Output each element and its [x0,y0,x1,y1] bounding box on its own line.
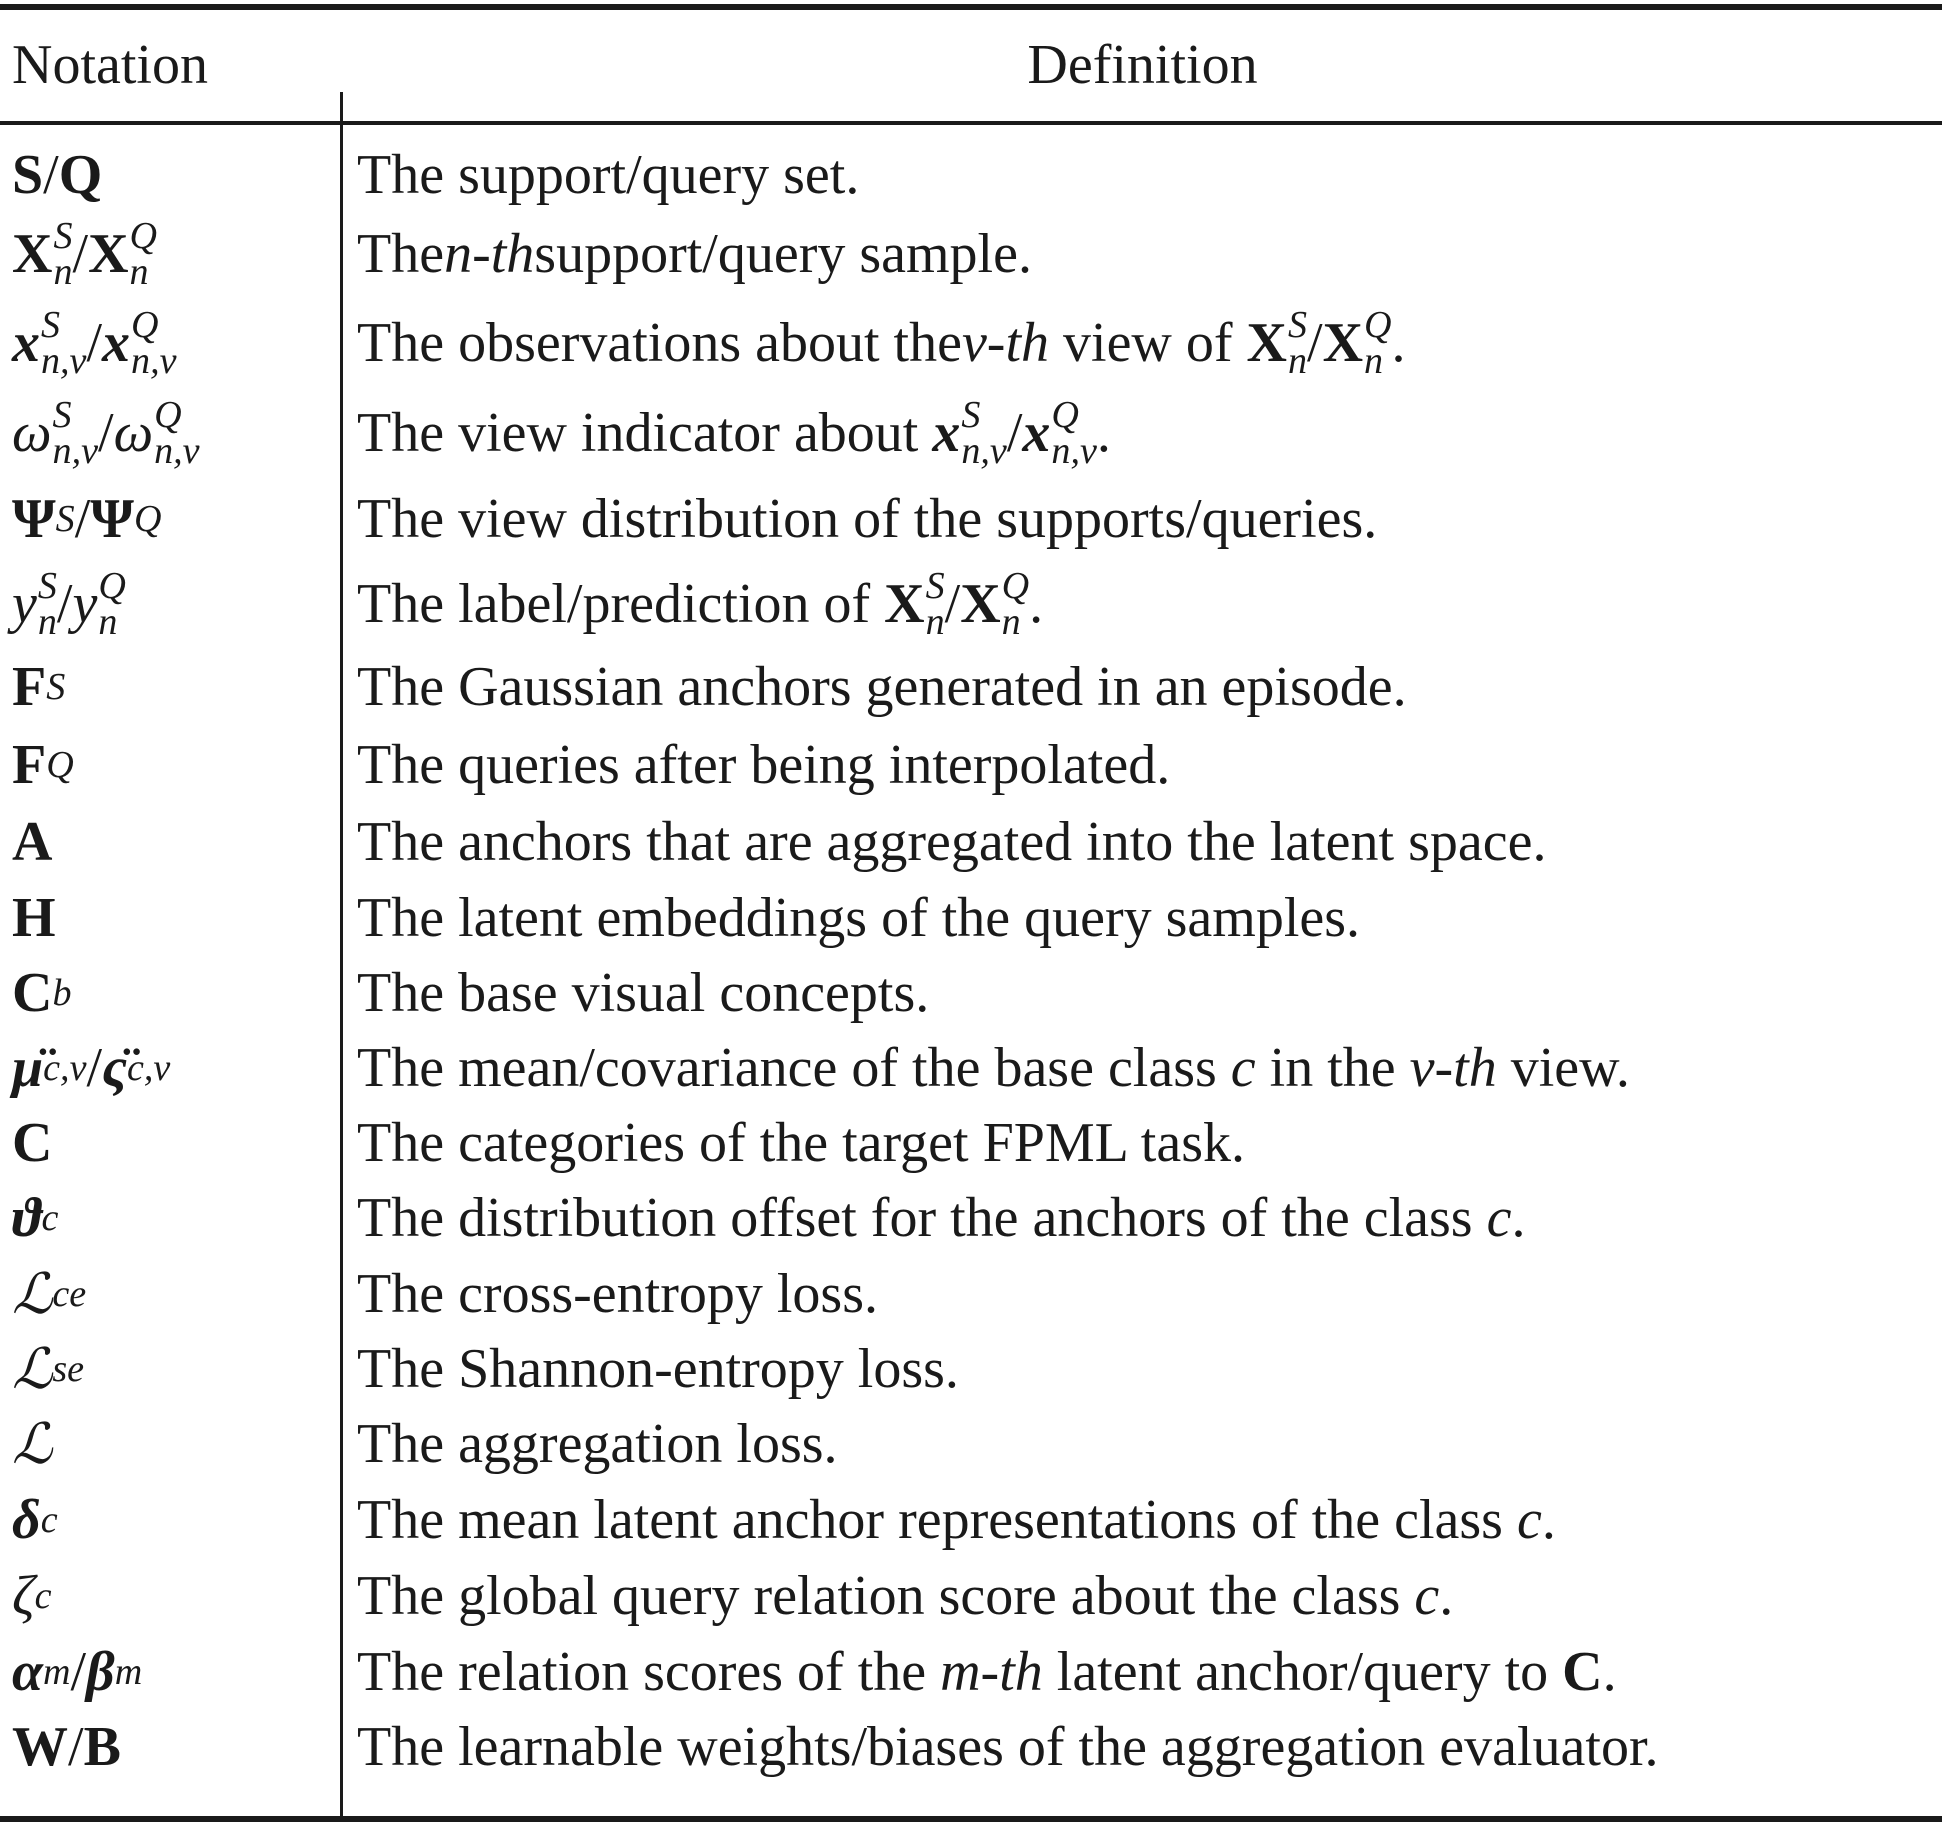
notation-cell: ω S n,v / ω Q n,v [12,393,200,472]
table-row [0,388,1942,478]
table-body [0,140,1942,1784]
definition-cell: The mean/covariance of the base class c in the v-th view. [357,1037,1630,1099]
definition-cell: The anchors that are aggregated into the latent space. [357,811,1547,873]
definition-cell: The label/prediction of X S n / X Q n . [357,564,1044,643]
table-row [0,140,1942,210]
header-rule [0,121,1942,125]
notation-cell: A [12,811,53,873]
header-notation: Notation [12,34,208,96]
table-row [0,1482,1942,1558]
notation-cell: ℒ [12,1411,53,1477]
table-row [0,1710,1942,1784]
definition-cell: The latent embeddings of the query samples. [357,887,1361,949]
notation-cell: ℒ ce [12,1261,87,1327]
notation-cell: δ c [12,1489,58,1551]
notation-cell: y S n / y Q n [12,564,126,643]
definition-cell: The relation scores of the m-th latent anchor/query to C . [357,1641,1617,1703]
table-row [0,1332,1942,1406]
definition-cell: The aggregation loss. [357,1413,838,1475]
notation-cell: x S n,v / x Q n,v [12,303,177,382]
definition-cell: The Shannon-entropy loss. [357,1338,959,1400]
notation-cell: X S n / X Q n [12,214,158,293]
notation-cell: W / B [12,1716,121,1778]
top-rule [0,4,1942,10]
notation-cell: C [12,1112,53,1174]
notation-cell: ϑ c [12,1187,59,1249]
definition-cell: The n-th support/query sample. [357,223,1032,285]
table-row [0,1406,1942,1482]
notation-cell: H [12,887,56,949]
definition-cell: The observations about the v-th view of X S n / X Q n . [357,303,1406,382]
definition-cell: The support/query set. [357,144,860,206]
table-row [0,880,1942,956]
notation-cell: C b [12,962,72,1024]
definition-cell: The cross-entropy loss. [357,1263,879,1325]
table-row [0,804,1942,880]
table-row [0,648,1942,726]
table-row [0,478,1942,560]
table-row [0,1030,1942,1106]
table-row [0,210,1942,298]
table-row [0,1106,1942,1180]
definition-cell: The distribution offset for the anchors of the class c . [357,1187,1526,1249]
definition-cell: The Gaussian anchors generated in an episode. [357,656,1407,718]
bottom-rule [0,1816,1942,1822]
notation-cell: F S [12,656,66,718]
header-definition: Definition [1027,34,1258,96]
notation-cell: S / Q [12,144,103,206]
table-row [0,1256,1942,1332]
notation-cell: μ̈ c,v / ς̈ c,v [12,1037,171,1099]
table-row [0,956,1942,1030]
definition-cell: The queries after being interpolated. [357,734,1171,796]
definition-cell: The mean latent anchor representations of the class c . [357,1489,1556,1551]
definition-cell: The learnable weights/biases of the aggregation evaluator. [357,1716,1659,1778]
table-row [0,1180,1942,1256]
definition-cell: The view indicator about x S n,v / x Q n,v . [357,393,1111,472]
notation-cell: F Q [12,734,74,796]
notation-cell: ζ c [12,1565,52,1627]
definition-cell: The view distribution of the supports/queries. [357,488,1378,550]
definition-cell: The base visual concepts. [357,962,930,1024]
table-row [0,1634,1942,1710]
definition-cell: The global query relation score about the class c . [357,1565,1454,1627]
table-row [0,560,1942,648]
definition-cell: The categories of the target FPML task. [357,1112,1245,1174]
table-row [0,726,1942,804]
table-row [0,298,1942,388]
notation-cell: Ψ S / Ψ Q [12,488,162,550]
notation-cell: α m / β m [12,1641,143,1703]
table-row [0,1558,1942,1634]
notation-cell: ℒ se [12,1336,85,1402]
